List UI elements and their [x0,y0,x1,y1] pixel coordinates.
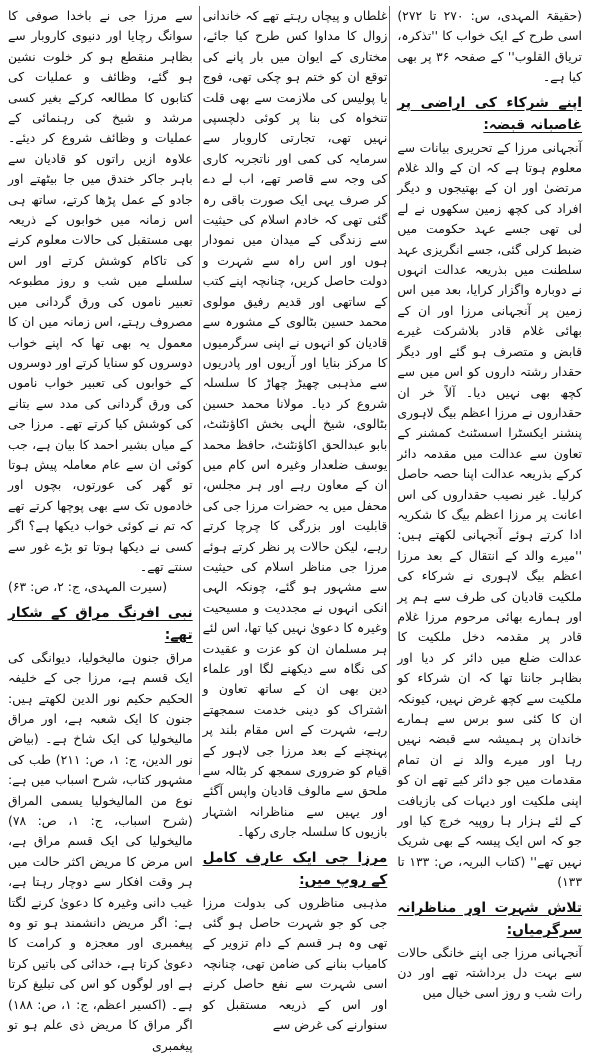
paragraph: آنجہانی مرزا جی اپنے خانگی حالات سے بہت دل برداشتہ تھے اور دن رات شب و روز اسی خیال میں [397,944,582,1001]
paragraph: آنجہانی مرزا کے تحریری بیانات سے معلوم ہوتا ہے کہ ان کے والد غلام مرتضیٰ اور ان کے بھتیجوں و دیگر افراد کی کچھ زمین سکھوں نے لے لی تھی جسے عہد حکومت میں ضبط کرلی گئی، جسے انگریزی عہد سلطنت میں بذریعہ عدالت انہوں نے دوبارہ واگزار کرایا، بعد میں اس زمین پر آنجہانی مرزا اور ان کے بھائی غلام قادر بلاشرکت غیرے قابض و متصرف ہو گئے اور دیگر حقدار رشتہ داروں کو اس میں سے کچھ بھی نہیں دیا۔ آلاً خر ان حقداروں نے مرزا اعظم بیگ لاہوری پنشنر ایکسٹرا اسسٹنٹ کمشنر کے تعاون سے عدالت میں مقدمہ دائر کرکے بذریعہ عدالت اپنا حصہ حاصل کرلیا۔ غیر نصیب حقداروں کی اس اعانت پر مرزا اعظم بیگ کا شکریہ ادا کرتے ہوئے آنجہانی لکھتے ہیں: ''میرے والد کے انتقال کے بعد مرزا اعظم بیگ لاہوری نے شرکاء کی ملکیت قادیان کی طرف سے ہم پر اور ہمارے بھائی مرحوم مرزا غلام قادر پر مقدمہ دخل ملکیت کا عدالت ضلع میں دائر کر دیا اور بظاہر جانتا تھا کہ ان شرکاء کو ملکیت سے کچھ غرض نہیں، کیونکہ ان کا کئی سو برس سے ہمارے خاندان پر ہمیشہ سے قبضہ نہیں رہا اور میرے والد نے ان تمام مقدمات میں جو دائر کیے تھے ان کو اپنی ملکیت اور دیہات کی بازیافت کے لئے ہزار ہا روپیہ خرچ کیا اور جو کہ اس ایک پیسہ کے بھی شریک نہیں تھے'' (کتاب البریہ، ص: ۱۳۳ تا ۱۳۳) [397,139,582,890]
section-heading: نبی افرنگ مراق کے شکار تھے: [7,604,193,643]
paragraph: (حقیقۃ المہدی، س: ۲۷۰ تا ۲۷۲) اسی طرح کے ایک خواب کا ''تذکرہ، تریاق القلوب'' کے صفحہ ۳۶ پر بھی کیا ہے۔ [397,8,582,85]
text-column-left [7,6,193,1053]
paragraph: سے مرزا جی نے باخدا صوفی کا سوانگ رچایا اور دنیوی کاروبار سے بظاہر منقطع ہو کر خلوت نشین ہو گئے، وظائف و عملیات کی کتابوں کا مطالعہ کرکے بغیر کسی مرشد و شیخ کی رہنمائی کے عملیات و وظائف شروع کر دیئے۔ علاوہ ازیں راتوں کو قادیان سے باہر جاکر خندق میں جا بیٹھتے اور جادو کے عمل پڑھا کرتے، ساتھ ہی اس زمانہ میں خوابوں کے ذریعہ بھی مستقبل کی حالات معلوم کرنے کی تاکام کوشش کرتے اور اس سلسلے میں شب و روز مطبوعہ تعبیر ناموں کی ورق گردانی میں مصروف رہتے، اس زمانہ میں ان کا معمول یہ بھی تھا کہ اپنے خواب دوسروں کو سنایا کرتے اور دوسروں کے خوابوں کی تعبیر خواب ناموں کی ورق گردانی کی مدد سے بتانے کی کوشش کیا کرتے تھے۔ مرزا جی کے میاں بشیر احمد کا بیان ہے، جب کوئی ان سے عام معاملہ پیش ہوتا تو گھر کی عورتوں، بچوں اور خادموں تک سے بھی پوچھا کرتے تھے کہ تم نے کوئی خواب دیکھا ہے؟ اگر کسی نے دیکھا ہوتا تو بڑے غور سے سنتے تھے۔ [7,8,193,574]
paragraph: غلطاں و پیچاں رہتے تھے کہ خاندانی زوال کا مداوا کس طرح کیا جائے، مختاری کے ایوان میں بار پانے کی توقع ان کو ختم ہو چکی تھی، فوج یا پولیس کی ملازمت سے بھی قلت تنخواہ کی بنا پر کوئی دلچسپی نہیں تھی، تجارتی کاروبار سے سرمایہ کی کمی اور ناتجربہ کاری کی وجہ سے قاصر تھے، اب لے دے کر صرف یہی ایک صورت باقی رہ گئی تھی کہ خادم اسلام کی حیثیت سے زندگی کے میدان میں نمودار ہوں اور اس راہ سے شہرت و دولت حاصل کریں، چنانچہ اپنے کتب کے ساتھی اور قدیم رفیق مولوی محمد حسین بٹالوی کے مشورہ سے قادیان کو انہوں نے اپنی سرگرمیوں کا مرکز بنایا اور آریوں اور پادریوں سے مذہبی چھیڑ چھاڑ کا سلسلہ شروع کر دیا۔ مولانا محمد حسین بٹالوی، شیخ الٰہی بخش اکاؤنٹنٹ، بابو عبدالحق اکاؤنٹنٹ، حافظ محمد یوسف ضلعدار وغیرہ اس کام میں ان کے معاون رہے اور ہر مجلس، محفل میں یہ حضرات مرزا جی کی قابلیت اور بزرگی کا چرچا کرتے رہے، لیکن حالات پر نظر کرتے ہوئے مرزا جی مناظر اسلام کی حیثیت سے مشہور ہو گئے، چونکہ الہی انکی انہوں نے مجددیت و مسیحیت وغیرہ کا دعویٰ نہیں کیا تھا، اس لئے ہر مسلمان ان کو عزت و عقیدت کی نگاہ سے دیکھنے لگا اور علماء دین بھی ان کے ساتھ تعاون و اشتراک کو دینی خدمت سمجھتے رہے، شہرت کے اس مقام بلند پر پہنچنے کے بعد مرزا جی لاہور کے قیام کو ضروری سمجھ کر بٹالہ سے ملحق سے مالوف قادیان واپس آگئے اور یہیں سے مناظرانہ اشتہار بازیوں کا سلسلہ جاری رکھا۔ [202,8,388,840]
citation: (سیرت المہدی، ج: ۲، ص: ۶۳) [7,579,168,595]
paragraph: مراق جنون مالیخولیا، دیوانگی کی ایک قسم ہے، مرزا جی کے خلیفہ الحکیم حکیم نور الدین لکھتے ہیں: جنون کا ایک شعبہ ہے، اور مراق مالیخولیا کی ایک شاخ ہے۔ (بیاض نور الدین، ج: ۱، ص: ۲۱۱) طب کی مشہور کتاب، شرح اسباب میں ہے: نوع من المالیخولیا یسمی المراق (شرح اسباب، ج: ۱، ص: ۷۸) مالیخولیا کی ایک قسم مراق ہے، اس مرض کا مریض اکثر حالت میں ہر وقت افکار سے دوچار رہتا ہے، غیب دانی وغیرہ کا دعویٰ کرنے لگتا ہے: اگر مریض دانشمند ہو تو وہ پیغمبری اور معجزہ و کرامت کا دعویٰ کرتا ہے، خدائی کی باتیں کرتا ہے اور لوگوں کو اس کی تبلیغ کرتا ہے۔ (اکسیر اعظم، ج: ۱، ص: ۱۸۸) اگر مراق کا مریض ذی علم ہو تو پیغمبری [7,649,193,1053]
text-columns [7,6,582,1053]
paragraph: مذہبی مناظروں کی بدولت مرزا جی کو جو شہرت حاصل ہو گئی تھی وہ ہر قسم کے دام تزویر کے کامیاب بنانے کی ضامن تھی، چنانچہ اسی شہرت سے نفع حاصل کرنے اور اس کے ذریعہ مستقبل کو سنوارنے کی غرض سے [202,894,388,1033]
column-divider [199,6,200,775]
section-heading: تلاش شہرت اور مناظرانہ سرگرمیاں: [397,899,582,938]
text-column-right [397,6,582,1001]
column-divider [389,6,390,775]
text-column-middle [202,6,388,1033]
section-heading: اپنے شرکاء کی اراضی پر غاصبانہ قبضہ: [397,94,582,133]
section-heading: مرزا جی ایک عارف کامل کے روپ میں: [202,849,388,888]
